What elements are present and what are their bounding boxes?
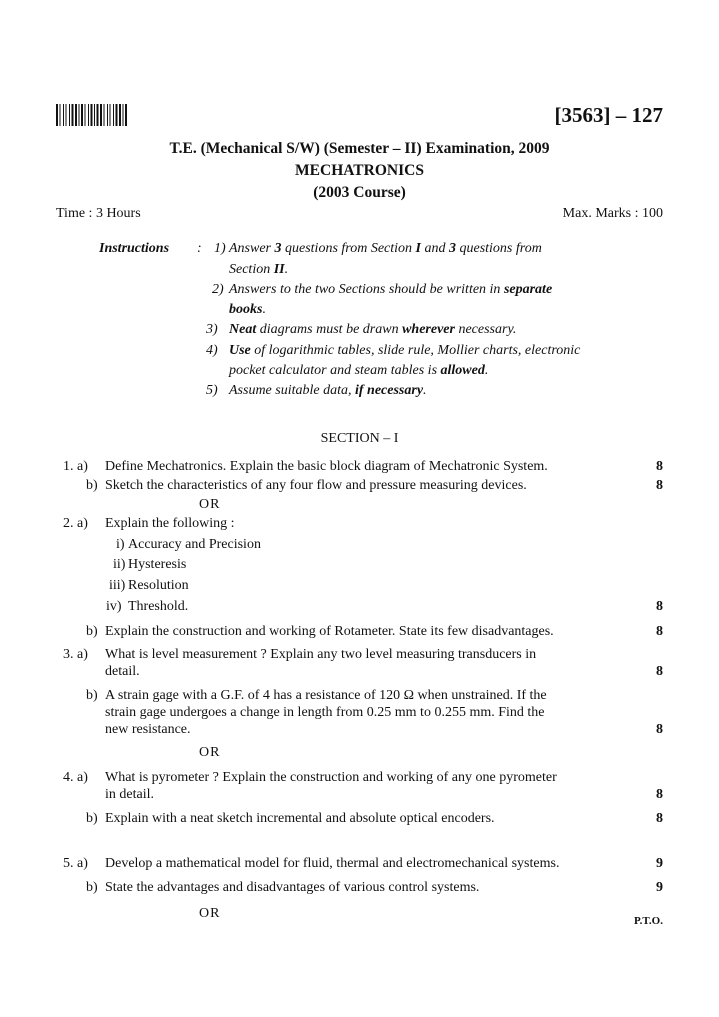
instruction-num: 2) [212, 282, 224, 297]
question-text: in detail. [105, 787, 154, 802]
subitem-number: iii) [109, 578, 126, 593]
or-divider: OR [199, 497, 221, 512]
instruction-text: pocket calculator and steam tables is allowed. [229, 363, 489, 378]
question-number: 3. a) [63, 647, 88, 662]
question-number: 1. a) [63, 459, 88, 474]
question-number: b) [86, 811, 98, 826]
question-number: 5. a) [63, 856, 88, 871]
subitem-number: i) [116, 537, 125, 552]
subitem-text: Threshold. [128, 599, 189, 614]
question-marks: 8 [656, 664, 663, 679]
question-text: State the advantages and disadvantages of various control systems. [105, 880, 480, 895]
subitem-number: ii) [113, 557, 126, 572]
subitem-text: Accuracy and Precision [128, 537, 261, 552]
instruction-text: Answers to the two Sections should be written in separate [229, 282, 553, 297]
question-text: strain gage undergoes a change in length from 0.25 mm to 0.255 mm. Find the [105, 705, 545, 720]
question-number: b) [86, 624, 98, 639]
question-marks: 8 [656, 459, 663, 474]
subitem-number: iv) [106, 599, 122, 614]
question-text: new resistance. [105, 722, 191, 737]
section-title: SECTION – I [320, 431, 399, 446]
subitem-text: Resolution [128, 578, 189, 593]
question-text: A strain gage with a G.F. of 4 has a resistance of 120 Ω when unstrained. If the [105, 688, 547, 703]
question-marks: 8 [656, 599, 663, 614]
or-divider: OR [199, 745, 221, 760]
question-text: Explain the construction and working of Rotameter. State its few disadvantages. [105, 624, 554, 639]
instruction-num: 3) [206, 322, 218, 337]
question-marks: 8 [656, 624, 663, 639]
instruction-text: Assume suitable data, if necessary. [229, 383, 427, 398]
or-divider: OR [199, 906, 221, 921]
question-text: detail. [105, 664, 140, 679]
question-text: What is pyrometer ? Explain the construction and working of any one pyrometer [105, 770, 557, 785]
question-number: 4. a) [63, 770, 88, 785]
max-marks-label: Max. Marks : 100 [562, 206, 663, 221]
subject-title: MECHATRONICS [295, 162, 424, 179]
question-number: b) [86, 880, 98, 895]
instructions-label: Instructions [99, 241, 170, 256]
question-text: Explain with a neat sketch incremental and absolute optical encoders. [105, 811, 495, 826]
time-label: Time : 3 Hours [56, 206, 141, 221]
question-text: Explain the following : [105, 516, 235, 531]
question-text: Define Mechatronics. Explain the basic block diagram of Mechatronic System. [105, 459, 548, 474]
subitem-text: Hysteresis [128, 557, 187, 572]
course-title: (2003 Course) [313, 184, 406, 201]
barcode-icon [56, 104, 178, 126]
question-marks: 8 [656, 811, 663, 826]
question-marks: 8 [656, 478, 663, 493]
question-marks: 8 [656, 787, 663, 802]
question-marks: 9 [656, 880, 663, 895]
instruction-text: Answer 3 questions from Section I and 3 questions from [229, 241, 542, 256]
question-number: 2. a) [63, 516, 88, 531]
instruction-text: Use of logarithmic tables, slide rule, Mollier charts, electronic [229, 343, 581, 358]
question-text: Sketch the characteristics of any four flow and pressure measuring devices. [105, 478, 527, 493]
instruction-text: Section II. [229, 262, 289, 277]
question-text: Develop a mathematical model for fluid, thermal and electromechanical systems. [105, 856, 560, 871]
instruction-num: 4) [206, 343, 218, 358]
question-marks: 9 [656, 856, 663, 871]
paper-code: [3563] – 127 [554, 103, 663, 127]
question-marks: 8 [656, 722, 663, 737]
instruction-num: 5) [206, 383, 218, 398]
question-number: b) [86, 478, 98, 493]
instruction-num: 1) [214, 241, 226, 256]
instructions-colon: : [197, 241, 202, 256]
question-number: b) [86, 688, 98, 703]
exam-title: T.E. (Mechanical S/W) (Semester – II) Examination, 2009 [169, 140, 550, 157]
question-text: What is level measurement ? Explain any two level measuring transducers in [105, 647, 537, 662]
instruction-text: Neat diagrams must be drawn wherever necessary. [229, 322, 517, 337]
instruction-text: books. [229, 302, 266, 317]
pto-label: P.T.O. [633, 915, 663, 927]
